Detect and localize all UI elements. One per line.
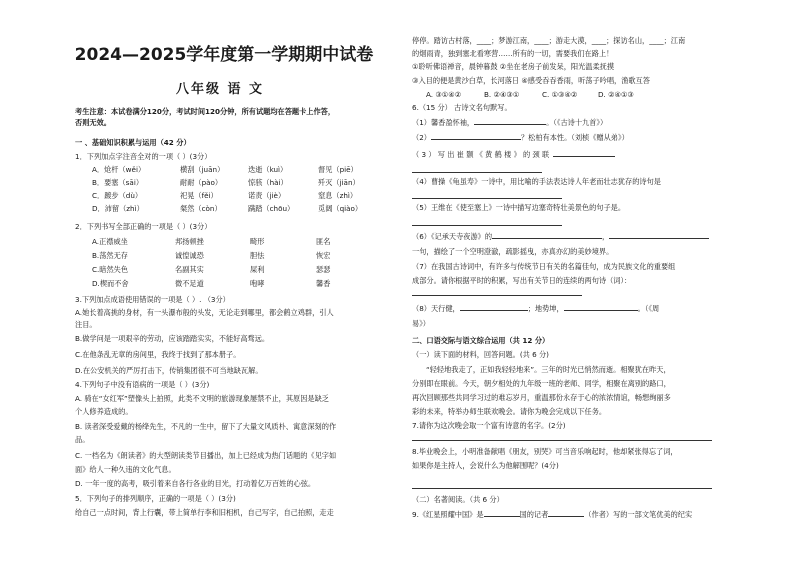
option: 匪名 <box>316 237 331 246</box>
option: 胆怯 <box>250 251 265 260</box>
question-text: 一句，描绘了一个空明澄澈，疏影摇曳，亦真亦幻的美妙境界。 <box>412 247 614 256</box>
answer-blank[interactable] <box>474 124 546 125</box>
option: 诺责（jiè） <box>248 191 286 200</box>
question-text: 给自己一点时间，背上行囊，带上简单行李和旧相机，自己写字，自己拍照，走走 <box>75 508 334 517</box>
option: 咆哮 <box>250 279 265 288</box>
question-stem: 7.请你为这次晚会取一个富有诗意的名字。(2分) <box>412 421 566 430</box>
answer-blank[interactable] <box>492 238 602 239</box>
section-heading: 一 、基础知识积累与运用（42 分） <box>75 138 191 147</box>
option: 屎利 <box>250 265 265 274</box>
question-text: 注目。 <box>75 320 97 329</box>
option: C.暗然失色 <box>92 265 129 274</box>
question-stem: 5．下列句子的排列顺序，正确的一项是（ ）(3分) <box>75 494 236 503</box>
question-text: （5）王维在《使至塞上》一诗中描写边塞奇特壮美景色的句子是。 <box>412 203 626 212</box>
question-text: B. 读者深受爱戴的杨绛先生，不凡的一生中，留下了大量文风质朴、寓意深刻的作 <box>75 422 337 431</box>
question-text <box>412 510 692 519</box>
question-stem: 2．下列书写全部正确的一项是（ ）(3分） <box>75 222 212 231</box>
option: 瑟瑟 <box>316 265 331 274</box>
option: B.荡然无存 <box>92 251 128 260</box>
option: A. ③①④② <box>426 90 462 99</box>
question-text: （7）在我国古诗词中，有许多与传统节日有关的名篇佳句，成为民族文化的重要组 <box>412 262 676 271</box>
question-text <box>412 118 607 127</box>
question-stem: 4.下列句子中没有语病的一项是（ ）(3分) <box>75 380 210 389</box>
text: （6）《记承天寺夜游》的 <box>412 232 493 241</box>
question-text: 8.毕业晚会上，小明准备献唱《朋友，别哭》可当音乐响起时，他却紧张得忘了词， <box>412 447 678 456</box>
option: 蹒踏（chōu） <box>248 204 295 213</box>
question-text: D.在公安机关的严厉打击下，传销集团很不可当地缺瓦解。 <box>75 366 263 375</box>
passage-line: 分别即在眼前。今天，朝夕相处的九年级一班的老师、同学，相聚在离别的路口， <box>412 379 671 388</box>
option: 诚惶诚恐 <box>175 251 204 260</box>
question-text: （4）曹操《龟虽寿》一诗中，用比喻的手法表达诗人年老而壮志犹存的诗句是 <box>412 177 661 186</box>
answer-line[interactable] <box>412 440 712 441</box>
answer-line[interactable] <box>412 172 542 173</box>
option: 迭逝（kuì） <box>248 165 288 174</box>
question-text: D. 一年一度的高考，吸引着来自各行各业的目光，打动着亿万百姓的心弦。 <box>75 479 316 488</box>
option: 督见（piē） <box>318 165 358 174</box>
option: 歼灭（jiān） <box>318 178 360 187</box>
question-stem: 1．下列加点字注音全对的一项（ ）(3分） <box>75 152 212 161</box>
question-text: C. 一档名为《朗读者》的大型朗读类节目播出，加上已经成为热门话题的《见字如 <box>75 451 337 460</box>
answer-blank[interactable] <box>564 310 638 311</box>
notice-line: 考生注意：本试卷满分120分，考试时间120分钟，所有试题均在答题卡上作答， <box>75 107 336 116</box>
question-text: 成部分。请你根据平时的积累，写出有关节日的连续的两句诗（词）： <box>412 276 632 285</box>
option: 粲然（còn） <box>180 204 222 213</box>
option: 窒息（zhì） <box>318 191 358 200</box>
answer-blank[interactable] <box>431 139 521 140</box>
question-text: B.做学问是一项艰辛的劳动，应该踏踏实实，不能好高骛远。 <box>75 334 270 343</box>
section-heading: 二、口语交际与语文综合运用（共 12 分） <box>412 336 550 345</box>
question-text: 个人修养造成的。 <box>75 407 133 416</box>
text: （2） <box>412 133 431 142</box>
option: D．沛留（zhì） <box>92 204 144 213</box>
text: 9.《红星照耀中国》是 <box>412 510 484 519</box>
text: ？松柏有本性。（刘桢《赠从弟》） <box>520 133 629 142</box>
text: （作者）写的一部文笔优美的纪实 <box>584 510 693 519</box>
page-subtitle: 八年级 语 文 <box>175 82 265 97</box>
question-text: 面》给人一种久违的文化气息。 <box>75 465 176 474</box>
question-text: 停停。踏访古村落，____；梦游江南，____；游走大漠，____；探访名山，____；江南 <box>412 36 686 45</box>
question-text: 易》） <box>412 319 430 328</box>
option: A.正襟威坐 <box>92 237 128 246</box>
option: C．踱步（dù） <box>92 191 143 200</box>
notice-line: 否则无效。 <box>75 118 111 127</box>
text: （ 3 ） 写 出 崔 颢 《 黄 鹤 楼 》 的 颈 联 <box>412 150 550 159</box>
subsection-heading: （一）读下面的材料，回答问题。(共 6 分) <box>412 350 549 359</box>
answer-blank[interactable] <box>460 310 528 311</box>
answer-blank[interactable] <box>609 238 709 239</box>
answer-blank[interactable] <box>484 516 520 517</box>
answer-line[interactable] <box>412 295 582 296</box>
option: 惊骇（hài） <box>248 178 288 187</box>
option: D.楔而不舍 <box>92 279 129 288</box>
option: B．要塞（sāi） <box>92 178 144 187</box>
answer-blank[interactable] <box>553 156 615 157</box>
option: 邦扬顿挫 <box>175 237 204 246</box>
text: 国的记者 <box>519 510 549 519</box>
right-column <box>412 0 794 561</box>
question-stem: 3.下列加点成语使用错误的一项是（ ）. （3分） <box>75 295 230 304</box>
option: 名副其实 <box>175 265 204 274</box>
answer-line[interactable] <box>412 488 712 489</box>
question-text: A. 骑在“女红军”塑像头上拍照，此类不文明的旅游现象屡禁不止，其原因是缺乏 <box>75 394 329 403</box>
question-text: 品。 <box>75 435 90 444</box>
option: A．炝杆（wěi） <box>92 165 146 174</box>
option: 馨香 <box>316 279 331 288</box>
option: 觅阔（qiào） <box>318 204 363 213</box>
text: （8）天行健， <box>412 304 460 313</box>
passage-line: 彩的未来，特举办师生联欢晚会。请你为晚会完成以下任务。 <box>412 407 607 416</box>
option: 祀晃（fěi） <box>180 191 218 200</box>
question-text: （6）《记承天寺夜游》的 ， <box>412 232 709 241</box>
question-text: ①聆听佛语禅音，晨钟暮鼓 ②坐在老房子前发呆，阳光温柔抚摸 <box>412 62 615 71</box>
passage-line: 再次回顾那些共同学习过的难忘岁月，重温那份永存于心的浓浓情谊，畅想绚丽多 <box>412 393 671 402</box>
question-text <box>412 304 659 313</box>
option: 微不足道 <box>175 279 204 288</box>
option: 畸形 <box>250 237 265 246</box>
question-text: 的烟雨青，独到塞北看寒营……所有的一切，需要我们在路上！ <box>412 49 614 58</box>
subsection-heading: （二）名著阅读。（共 6 分） <box>412 495 504 504</box>
question-text <box>412 150 615 159</box>
page-title: 2024—2025学年度第一学期期中试卷 <box>74 45 374 65</box>
question-text: C.在他条乱无章的房间里，我终于找到了那本册子。 <box>75 350 241 359</box>
question-text: A.她长着高挑的身材，有一头瀑布般的头发，无论走到哪里，都会鹤立鸡群，引人 <box>75 308 334 317</box>
option: B. ②④③① <box>484 90 520 99</box>
option: C. ①③④② <box>542 90 578 99</box>
exam-notice <box>75 106 400 128</box>
option: 耐耐（pào） <box>180 178 223 187</box>
option: 恢宏 <box>316 251 331 260</box>
question-stem: 6.（15 分） 古诗文名句默写。 <box>412 103 512 112</box>
question-text: 如果你是主持人，会说什么为他解围呢？(4分) <box>412 461 559 470</box>
answer-line[interactable] <box>412 198 562 199</box>
text: （1）馨香盈怀袖， <box>412 118 475 127</box>
answer-line[interactable] <box>412 225 562 226</box>
option: D. ②④①③ <box>598 90 634 99</box>
text: ；地势坤， <box>527 304 564 313</box>
question-text <box>412 133 629 142</box>
option: 横刮（juān） <box>180 165 225 174</box>
answer-blank[interactable] <box>548 516 584 517</box>
passage-line: “轻轻地我走了，正如我轻轻地来”。三年的时光已悄然而逝。相聚犹在昨天， <box>426 365 671 374</box>
text: 。（《古诗十九首》） <box>546 118 608 127</box>
text: 。（《周 <box>637 304 660 313</box>
question-text: ③入目的便是黄沙白草，长河落日 ④感受吞吞香雨，听荡子吟唱，渔歌互答 <box>412 76 650 85</box>
